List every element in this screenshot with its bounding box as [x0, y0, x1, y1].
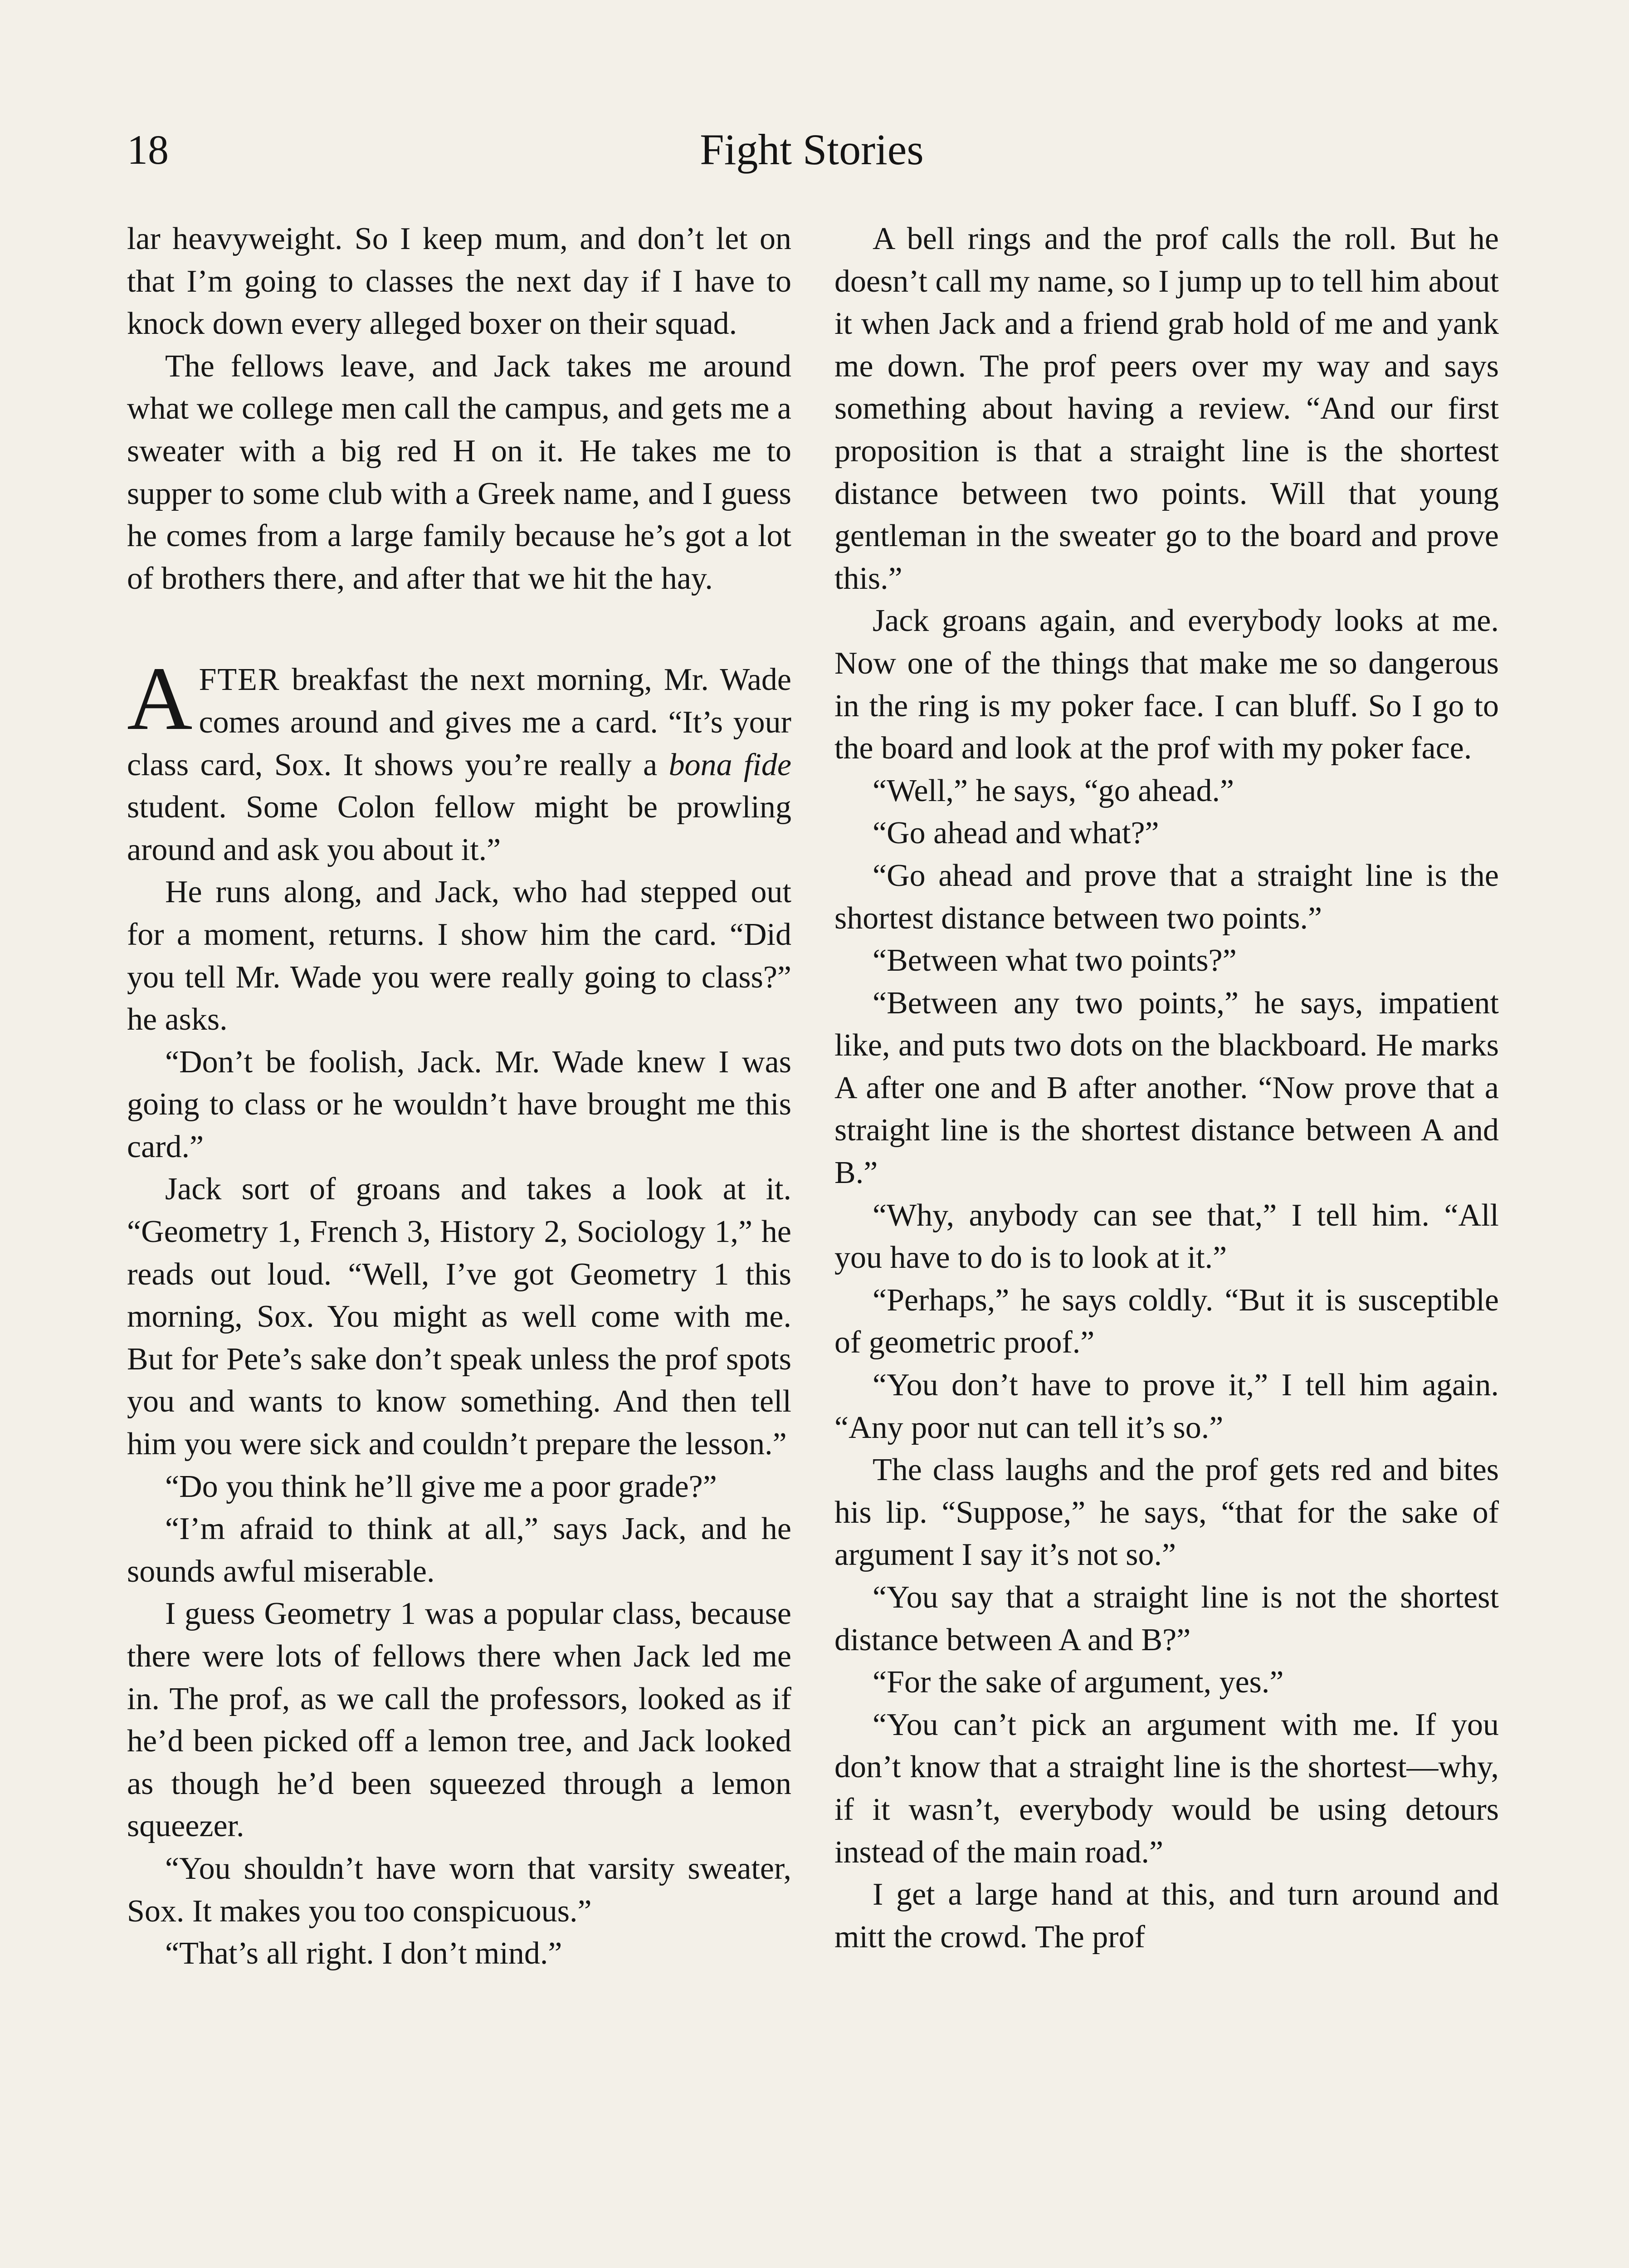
italic-phrase: bona fide: [668, 747, 791, 782]
paragraph-text: student. Some Colon fellow might be prowling around and ask you about it.”: [127, 790, 791, 867]
paragraph: The fellows leave, and Jack takes me around what we college men call the campus, and gets me a sweater with a big red H on it. He takes me to supper to some club with a Greek name, and I guess he comes from a large family because he’s got a lot of brothers there, and after that we hit the hay.: [127, 348, 791, 596]
paragraph: “Go ahead and what?”: [873, 816, 1159, 851]
paragraph: The class laughs and the prof gets red and bites his lip. “Suppose,” he says, “that for the sake of argument I say it’s not so.”: [834, 1452, 1499, 1573]
paragraph: A bell rings and the prof calls the roll. But he doesn’t call my name, so I jump up to tell him about it when Jack and a friend grab hold of me and yank me down. The prof peers over my way and says something about having a review. “And our first proposition is that a straight line is the shortest distance between two points. Will that young gentleman in the sweater go to the board and prove this.”: [834, 221, 1499, 596]
paragraph: He runs along, and Jack, who had stepped out for a moment, returns. I show him the card. “Did you tell Mr. Wade you were really going to class?” he asks.: [127, 875, 791, 1037]
paragraph: I guess Geometry 1 was a popular class, because there were lots of fellows there when Jack led me in. The prof, as we call the professors, looked as if he’d been picked off a lemon tree, and Jack looked as though he’d been squeezed through a lemon squeezer.: [127, 1596, 791, 1844]
drop-cap: A: [127, 649, 193, 749]
section-opening-paragraph: [127, 649, 791, 871]
section-break: [127, 600, 791, 659]
paragraph: “You don’t have to prove it,” I tell him again. “Any poor nut can tell it’s so.”: [834, 1368, 1499, 1445]
paragraph: “Perhaps,” he says coldly. “But it is susceptible of geometric proof.”: [834, 1282, 1499, 1360]
paragraph: “Go ahead and prove that a straight line is the shortest distance between two points.”: [834, 858, 1499, 936]
left-column: [127, 218, 791, 1975]
paragraph: “I’m afraid to think at all,” says Jack, and he sounds awful miserable.: [127, 1511, 791, 1589]
paragraph: “That’s all right. I don’t mind.”: [165, 1936, 562, 1971]
paragraph: “Do you think he’ll give me a poor grade?”: [165, 1469, 717, 1504]
paragraph: Jack sort of groans and takes a look at it. “Geometry 1, French 3, History 2, Sociology 1,” he reads out loud. “Well, I’ve got Geometry 1 this morning, Sox. You might as well come with me. But for Pete’s sake don’t speak unless the prof spots you and wants to know something. And then tell him you were sick and couldn’t prepare the lesson.”: [127, 1172, 791, 1462]
paragraph: “Between what two points?”: [873, 943, 1237, 978]
lead-word: FTER: [199, 662, 280, 698]
paragraph-text: breakfast the next morning, Mr. Wade comes around and gives me a card. “It’s your class card, Sox. It shows you’re really a: [127, 662, 791, 782]
page-number: 18: [127, 127, 169, 173]
right-column: [834, 218, 1499, 1958]
paragraph: “You can’t pick an argument with me. If you don’t know that a straight line is the shortest—why, if it wasn’t, everybody would be using detours instead of the main road.”: [834, 1707, 1499, 1870]
paragraph: “You shouldn’t have worn that varsity sweater, Sox. It makes you too conspicuous.”: [127, 1851, 791, 1929]
paragraph: “Between any two points,” he says, impatient like, and puts two dots on the blackboard. He marks A after one and B after another. “Now prove that a straight line is the shortest distance between A and B.”: [834, 985, 1499, 1191]
paragraph: lar heavyweight. So I keep mum, and don’t let on that I’m going to classes the next day if I have to knock down every alleged boxer on their squad.: [127, 221, 791, 342]
paragraph: “You say that a straight line is not the shortest distance between A and B?”: [834, 1580, 1499, 1657]
paragraph: Jack groans again, and everybody looks at me. Now one of the things that make me so dangerous in the ring is my poker face. I can bluff. So I go to the board and look at the prof with my poker face.: [834, 603, 1499, 766]
paragraph: “Don’t be foolish, Jack. Mr. Wade knew I was going to class or he wouldn’t have brought me this card.”: [127, 1044, 791, 1164]
running-head: [127, 122, 1497, 177]
paragraph: “For the sake of argument, yes.”: [873, 1665, 1284, 1700]
paragraph: I get a large hand at this, and turn around and mitt the crowd. The prof: [834, 1877, 1499, 1955]
magazine-title: Fight Stories: [700, 125, 924, 174]
paragraph: “Why, anybody can see that,” I tell him. “All you have to do is to look at it.”: [834, 1198, 1499, 1276]
paragraph: “Well,” he says, “go ahead.”: [873, 773, 1234, 808]
